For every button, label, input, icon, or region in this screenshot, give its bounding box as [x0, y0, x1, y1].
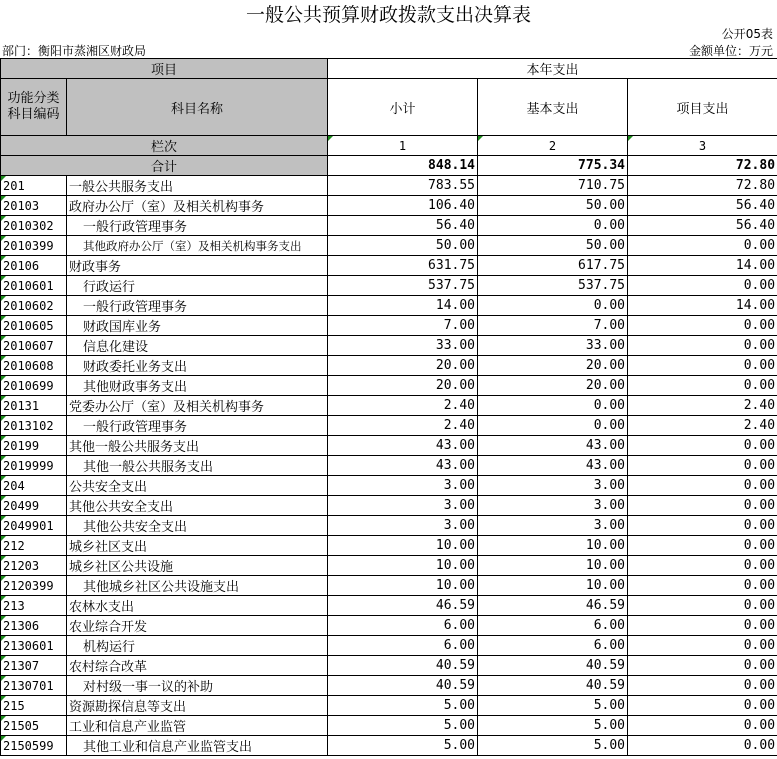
table-row: [1, 596, 777, 616]
row-subtotal-cell[interactable]: 3.00: [328, 476, 478, 496]
row-subtotal-cell[interactable]: 5.00: [328, 716, 478, 736]
table-row: [1, 196, 777, 216]
row-basic-cell[interactable]: 617.75: [478, 256, 628, 276]
row-project-cell[interactable]: 0.00: [628, 636, 777, 656]
row-subtotal-cell[interactable]: 20.00: [328, 376, 478, 396]
cell-marker-icon: [1, 336, 6, 341]
row-name-cell[interactable]: 农业综合开发: [67, 616, 328, 636]
row-code-cell[interactable]: 2150599: [1, 736, 67, 756]
table-row: [1, 616, 777, 636]
row-name-cell[interactable]: 城乡社区公共设施: [67, 556, 328, 576]
row-basic-cell[interactable]: 3.00: [478, 496, 628, 516]
row-subtotal-cell[interactable]: 40.59: [328, 676, 478, 696]
row-project-cell[interactable]: 72.80: [628, 176, 777, 196]
cell-marker-icon: [1, 276, 6, 281]
row-basic-cell[interactable]: 7.00: [478, 316, 628, 336]
row-project-cell[interactable]: 2.40: [628, 416, 777, 436]
table-row: [1, 216, 777, 236]
row-name-cell[interactable]: 资源勘探信息等支出: [67, 696, 328, 716]
row-basic-cell[interactable]: 40.59: [478, 656, 628, 676]
row-code-cell[interactable]: 20199: [1, 436, 67, 456]
row-basic-cell[interactable]: 3.00: [478, 476, 628, 496]
cell-marker-icon: [1, 256, 6, 261]
row-name-cell[interactable]: 行政运行: [67, 276, 328, 296]
department-label: 部门：衡阳市蒸湘区财政局: [2, 44, 147, 58]
row-name-cell[interactable]: 其他一般公共服务支出: [67, 436, 328, 456]
cell-marker-icon: [628, 136, 633, 141]
cell-marker-icon: [1, 196, 6, 201]
table-row: [1, 396, 777, 416]
row-name-cell[interactable]: 机构运行: [67, 636, 328, 656]
row-name-cell[interactable]: 财政国库业务: [67, 316, 328, 336]
cell-marker-icon: [1, 356, 6, 361]
cell-marker-icon: [1, 416, 6, 421]
row-project-cell[interactable]: 14.00: [628, 256, 777, 276]
cell-marker-icon: [1, 456, 6, 461]
row-name-cell[interactable]: 一般行政管理事务: [67, 296, 328, 316]
row-code-cell[interactable]: 21307: [1, 656, 67, 676]
row-code-cell[interactable]: 2010399: [1, 236, 67, 256]
table-row: [1, 636, 777, 656]
row-code-cell[interactable]: 2010602: [1, 296, 67, 316]
row-project-cell[interactable]: 0.00: [628, 676, 777, 696]
row-basic-cell[interactable]: 50.00: [478, 236, 628, 256]
total-row: [1, 156, 777, 176]
row-project-cell[interactable]: 0.00: [628, 376, 777, 396]
row-basic-cell[interactable]: 0.00: [478, 416, 628, 436]
cell-marker-icon: [478, 136, 483, 141]
row-subtotal-cell[interactable]: 10.00: [328, 536, 478, 556]
total-project[interactable]: 72.80: [628, 156, 777, 176]
row-subtotal-cell[interactable]: 10.00: [328, 556, 478, 576]
header-item[interactable]: 项目: [1, 59, 328, 79]
cell-marker-icon: [1, 216, 6, 221]
row-basic-cell[interactable]: 10.00: [478, 576, 628, 596]
row-project-cell[interactable]: 0.00: [628, 276, 777, 296]
header-subtotal[interactable]: 小计: [328, 79, 478, 136]
table-row: [1, 476, 777, 496]
header-subject-name[interactable]: 科目名称: [67, 79, 328, 136]
amount-unit-label: 金额单位：万元: [688, 44, 773, 58]
cell-marker-icon: [1, 536, 6, 541]
row-subtotal-cell[interactable]: 5.00: [328, 696, 478, 716]
row-name-cell[interactable]: 其他财政事务支出: [67, 376, 328, 396]
table-row: [1, 536, 777, 556]
row-code-cell[interactable]: 201: [1, 176, 67, 196]
table-row: [1, 496, 777, 516]
cell-marker-icon: [1, 596, 6, 601]
row-basic-cell[interactable]: 5.00: [478, 736, 628, 756]
row-name-cell[interactable]: 财政事务: [67, 256, 328, 276]
row-subtotal-cell[interactable]: 6.00: [328, 616, 478, 636]
row-subtotal-cell[interactable]: 56.40: [328, 216, 478, 236]
cell-marker-icon: [1, 396, 6, 401]
row-basic-cell[interactable]: 33.00: [478, 336, 628, 356]
row-subtotal-cell[interactable]: 3.00: [328, 496, 478, 516]
row-project-cell[interactable]: 0.00: [628, 436, 777, 456]
header-basic[interactable]: 基本支出: [478, 79, 628, 136]
row-code-cell[interactable]: 2130601: [1, 636, 67, 656]
table-row: [1, 436, 777, 456]
row-code-cell[interactable]: 2010605: [1, 316, 67, 336]
row-basic-cell[interactable]: 10.00: [478, 536, 628, 556]
row-code-cell[interactable]: 212: [1, 536, 67, 556]
row-name-cell[interactable]: 公共安全支出: [67, 476, 328, 496]
row-name-cell[interactable]: 其他工业和信息产业监管支出: [67, 736, 328, 756]
row-project-cell[interactable]: 0.00: [628, 476, 777, 496]
row-name-cell[interactable]: 其他政府办公厅（室）及相关机构事务支出: [67, 236, 328, 256]
row-code-cell[interactable]: 2130701: [1, 676, 67, 696]
row-subtotal-cell[interactable]: 3.00: [328, 516, 478, 536]
row-name-cell[interactable]: 城乡社区支出: [67, 536, 328, 556]
table-row: [1, 416, 777, 436]
row-basic-cell[interactable]: 537.75: [478, 276, 628, 296]
row-subtotal-cell[interactable]: 14.00: [328, 296, 478, 316]
table-row: [1, 696, 777, 716]
row-basic-cell[interactable]: 20.00: [478, 376, 628, 396]
table-row: [1, 316, 777, 336]
row-code-cell[interactable]: 21505: [1, 716, 67, 736]
cell-marker-icon: [328, 136, 333, 141]
row-code-cell[interactable]: 2120399: [1, 576, 67, 596]
row-code-cell[interactable]: 215: [1, 696, 67, 716]
row-code-cell[interactable]: 21203: [1, 556, 67, 576]
cell-marker-icon: [1, 616, 6, 621]
row-project-cell[interactable]: 56.40: [628, 196, 777, 216]
row-project-cell[interactable]: 0.00: [628, 716, 777, 736]
row-basic-cell[interactable]: 710.75: [478, 176, 628, 196]
row-subtotal-cell[interactable]: 783.55: [328, 176, 478, 196]
cell-marker-icon: [1, 576, 6, 581]
row-project-cell[interactable]: 0.00: [628, 336, 777, 356]
header-row-columns: [1, 79, 777, 136]
row-project-cell[interactable]: 0.00: [628, 316, 777, 336]
row-subtotal-cell[interactable]: 631.75: [328, 256, 478, 276]
row-code-cell[interactable]: 20103: [1, 196, 67, 216]
row-code-cell[interactable]: 2013102: [1, 416, 67, 436]
row-project-cell[interactable]: 0.00: [628, 696, 777, 716]
column-number-2[interactable]: 2: [478, 136, 628, 156]
row-code-cell[interactable]: 21306: [1, 616, 67, 636]
table-row: [1, 356, 777, 376]
row-basic-cell[interactable]: 3.00: [478, 516, 628, 536]
row-project-cell[interactable]: 0.00: [628, 536, 777, 556]
cell-marker-icon: [1, 296, 6, 301]
row-code-cell[interactable]: 2010607: [1, 336, 67, 356]
row-project-cell[interactable]: 0.00: [628, 356, 777, 376]
cell-marker-icon: [1, 556, 6, 561]
table-row: [1, 516, 777, 536]
row-subtotal-cell[interactable]: 7.00: [328, 316, 478, 336]
header-project[interactable]: 项目支出: [628, 79, 777, 136]
row-name-cell[interactable]: 一般行政管理事务: [67, 216, 328, 236]
row-project-cell[interactable]: 0.00: [628, 236, 777, 256]
table-row: [1, 456, 777, 476]
cell-marker-icon: [1, 516, 6, 521]
form-number: 公开05表: [721, 27, 773, 41]
row-subtotal-cell[interactable]: 46.59: [328, 596, 478, 616]
header-row-group: [1, 59, 777, 79]
row-name-cell[interactable]: 一般公共服务支出: [67, 176, 328, 196]
cell-marker-icon: [1, 316, 6, 321]
total-subtotal[interactable]: 848.14: [328, 156, 478, 176]
column-number-3[interactable]: 3: [628, 136, 777, 156]
row-basic-cell[interactable]: 46.59: [478, 596, 628, 616]
row-subtotal-cell[interactable]: 10.00: [328, 576, 478, 596]
table-row: [1, 376, 777, 396]
cell-marker-icon: [1, 676, 6, 681]
row-code-cell[interactable]: 2010302: [1, 216, 67, 236]
table-row: [1, 576, 777, 596]
expenditure-table: [0, 58, 777, 756]
row-name-cell[interactable]: 一般行政管理事务: [67, 416, 328, 436]
row-basic-cell[interactable]: 40.59: [478, 676, 628, 696]
row-subtotal-cell[interactable]: 33.00: [328, 336, 478, 356]
table-row: [1, 256, 777, 276]
row-basic-cell[interactable]: 43.00: [478, 456, 628, 476]
row-code-cell[interactable]: 20106: [1, 256, 67, 276]
row-name-cell[interactable]: 其他公共安全支出: [67, 496, 328, 516]
row-basic-cell[interactable]: 50.00: [478, 196, 628, 216]
table-row: [1, 656, 777, 676]
row-basic-cell[interactable]: 43.00: [478, 436, 628, 456]
row-subtotal-cell[interactable]: 43.00: [328, 436, 478, 456]
row-code-cell[interactable]: 2019999: [1, 456, 67, 476]
table-row: [1, 556, 777, 576]
row-project-cell[interactable]: 0.00: [628, 516, 777, 536]
cell-marker-icon: [1, 716, 6, 721]
row-project-cell[interactable]: 2.40: [628, 396, 777, 416]
row-name-cell[interactable]: 其他城乡社区公共设施支出: [67, 576, 328, 596]
column-number-row: [1, 136, 777, 156]
row-name-cell[interactable]: 信息化建设: [67, 336, 328, 356]
table-row: [1, 676, 777, 696]
header-func-code[interactable]: 功能分类科目编码: [1, 79, 67, 136]
cell-marker-icon: [1, 636, 6, 641]
row-subtotal-cell[interactable]: 106.40: [328, 196, 478, 216]
column-label[interactable]: 栏次: [1, 136, 328, 156]
row-subtotal-cell[interactable]: 43.00: [328, 456, 478, 476]
row-name-cell[interactable]: 农村综合改革: [67, 656, 328, 676]
header-current-year[interactable]: 本年支出: [328, 59, 777, 79]
row-basic-cell[interactable]: 6.00: [478, 636, 628, 656]
row-subtotal-cell[interactable]: 6.00: [328, 636, 478, 656]
total-basic[interactable]: 775.34: [478, 156, 628, 176]
row-project-cell[interactable]: 0.00: [628, 656, 777, 676]
table-row: [1, 276, 777, 296]
row-subtotal-cell[interactable]: 40.59: [328, 656, 478, 676]
row-code-cell[interactable]: 2010601: [1, 276, 67, 296]
table-row: [1, 716, 777, 736]
row-code-cell[interactable]: 2010608: [1, 356, 67, 376]
row-name-cell[interactable]: 工业和信息产业监管: [67, 716, 328, 736]
row-name-cell[interactable]: 对村级一事一议的补助: [67, 676, 328, 696]
row-subtotal-cell[interactable]: 5.00: [328, 736, 478, 756]
cell-marker-icon: [1, 436, 6, 441]
expenditure-table-container: [0, 58, 777, 756]
cell-marker-icon: [1, 376, 6, 381]
row-project-cell[interactable]: 0.00: [628, 496, 777, 516]
row-basic-cell[interactable]: 0.00: [478, 216, 628, 236]
row-name-cell[interactable]: 党委办公厅（室）及相关机构事务: [67, 396, 328, 416]
row-code-cell[interactable]: 204: [1, 476, 67, 496]
table-row: [1, 736, 777, 756]
row-code-cell[interactable]: 20131: [1, 396, 67, 416]
row-basic-cell[interactable]: 5.00: [478, 716, 628, 736]
page-title: 一般公共预算财政拨款支出决算表: [245, 4, 531, 26]
cell-marker-icon: [1, 496, 6, 501]
row-code-cell[interactable]: 213: [1, 596, 67, 616]
row-code-cell[interactable]: 2049901: [1, 516, 67, 536]
row-name-cell[interactable]: 其他一般公共服务支出: [67, 456, 328, 476]
row-project-cell[interactable]: 0.00: [628, 456, 777, 476]
row-project-cell[interactable]: 0.00: [628, 736, 777, 756]
row-code-cell[interactable]: 2010699: [1, 376, 67, 396]
row-name-cell[interactable]: 农林水支出: [67, 596, 328, 616]
column-number-1[interactable]: 1: [328, 136, 478, 156]
cell-marker-icon: [1, 656, 6, 661]
cell-marker-icon: [1, 236, 6, 241]
row-project-cell[interactable]: 0.00: [628, 616, 777, 636]
cell-marker-icon: [1, 696, 6, 701]
cell-marker-icon: [1, 476, 6, 481]
row-subtotal-cell[interactable]: 537.75: [328, 276, 478, 296]
row-project-cell[interactable]: 0.00: [628, 596, 777, 616]
row-basic-cell[interactable]: 5.00: [478, 696, 628, 716]
table-row: [1, 236, 777, 256]
row-basic-cell[interactable]: 20.00: [478, 356, 628, 376]
row-basic-cell[interactable]: 6.00: [478, 616, 628, 636]
row-basic-cell[interactable]: 0.00: [478, 396, 628, 416]
row-project-cell[interactable]: 56.40: [628, 216, 777, 236]
row-subtotal-cell[interactable]: 50.00: [328, 236, 478, 256]
row-project-cell[interactable]: 0.00: [628, 576, 777, 596]
row-name-cell[interactable]: 财政委托业务支出: [67, 356, 328, 376]
row-subtotal-cell[interactable]: 20.00: [328, 356, 478, 376]
row-name-cell[interactable]: 政府办公厅（室）及相关机构事务: [67, 196, 328, 216]
row-subtotal-cell[interactable]: 2.40: [328, 396, 478, 416]
table-row: [1, 296, 777, 316]
row-project-cell[interactable]: 14.00: [628, 296, 777, 316]
table-row: [1, 336, 777, 356]
row-code-cell[interactable]: 20499: [1, 496, 67, 516]
row-project-cell[interactable]: 0.00: [628, 556, 777, 576]
row-basic-cell[interactable]: 0.00: [478, 296, 628, 316]
total-label[interactable]: 合计: [1, 156, 328, 176]
row-basic-cell[interactable]: 10.00: [478, 556, 628, 576]
row-name-cell[interactable]: 其他公共安全支出: [67, 516, 328, 536]
row-subtotal-cell[interactable]: 2.40: [328, 416, 478, 436]
cell-marker-icon: [1, 176, 6, 181]
table-row: [1, 176, 777, 196]
cell-marker-icon: [1, 736, 6, 741]
